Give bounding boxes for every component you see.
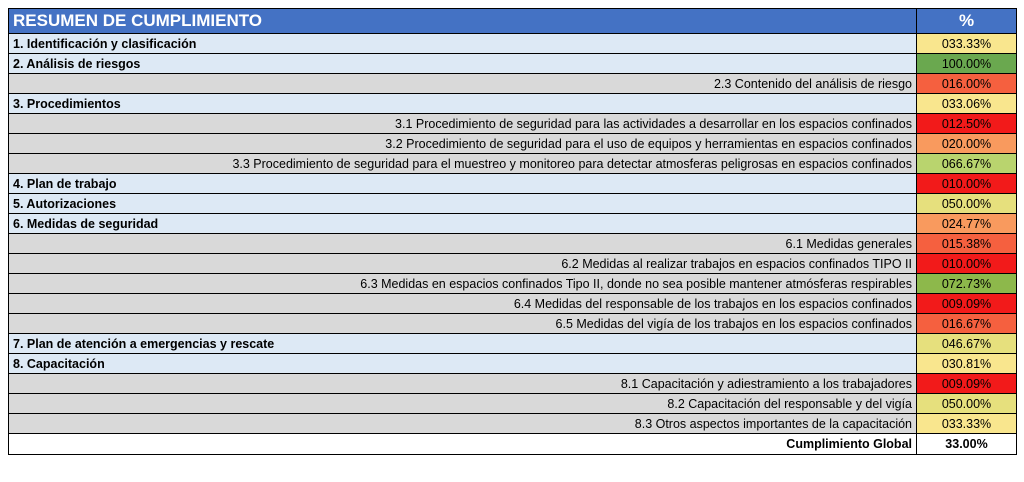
row-label: 5. Autorizaciones [9,194,917,214]
row-label: 6.4 Medidas del responsable de los trabajos en los espacios confinados [9,294,917,314]
subsection-row [9,414,1017,434]
row-percentage: 046.67% [917,334,1017,354]
row-percentage: 033.33% [917,414,1017,434]
subsection-row [9,134,1017,154]
row-label: 8. Capacitación [9,354,917,374]
row-label: 3.2 Procedimiento de seguridad para el uso de equipos y herramientas en espacios confinados [9,134,917,154]
row-percentage: 030.81% [917,354,1017,374]
row-percentage: 033.06% [917,94,1017,114]
subsection-row [9,114,1017,134]
row-label: 2. Análisis de riesgos [9,54,917,74]
subsection-row [9,254,1017,274]
global-compliance-value: 33.00% [917,434,1017,455]
row-percentage: 050.00% [917,194,1017,214]
row-percentage: 012.50% [917,114,1017,134]
row-label: 2.3 Contenido del análisis de riesgo [9,74,917,94]
section-row [9,334,1017,354]
subsection-row [9,314,1017,334]
row-percentage: 100.00% [917,54,1017,74]
row-label: 4. Plan de trabajo [9,174,917,194]
row-percentage: 009.09% [917,374,1017,394]
subsection-row [9,394,1017,414]
row-percentage: 010.00% [917,174,1017,194]
row-percentage: 016.00% [917,74,1017,94]
row-percentage: 033.33% [917,34,1017,54]
row-label: 1. Identificación y clasificación [9,34,917,54]
subsection-row [9,274,1017,294]
row-label: 3.3 Procedimiento de seguridad para el muestreo y monitoreo para detectar atmosferas peligrosas en espacios confinados [9,154,917,174]
row-percentage: 015.38% [917,234,1017,254]
row-label: 6.1 Medidas generales [9,234,917,254]
section-row [9,214,1017,234]
row-label: 8.3 Otros aspectos importantes de la capacitación [9,414,917,434]
row-label: 6.5 Medidas del vigía de los trabajos en los espacios confinados [9,314,917,334]
row-percentage: 072.73% [917,274,1017,294]
section-row [9,194,1017,214]
row-percentage: 050.00% [917,394,1017,414]
row-label: 3. Procedimientos [9,94,917,114]
row-percentage: 010.00% [917,254,1017,274]
row-label: 8.2 Capacitación del responsable y del vigía [9,394,917,414]
section-row [9,354,1017,374]
row-percentage: 066.67% [917,154,1017,174]
row-percentage: 024.77% [917,214,1017,234]
row-label: 7. Plan de atención a emergencias y rescate [9,334,917,354]
table-header-row [9,9,1017,34]
subsection-row [9,294,1017,314]
global-compliance-label: Cumplimiento Global [9,434,917,455]
section-row [9,94,1017,114]
row-label: 6.3 Medidas en espacios confinados Tipo II, donde no sea posible mantener atmósferas respirables [9,274,917,294]
subsection-row [9,374,1017,394]
subsection-row [9,74,1017,94]
compliance-summary-table [8,8,1017,455]
row-label: 6. Medidas de seguridad [9,214,917,234]
subsection-row [9,154,1017,174]
subsection-row [9,234,1017,254]
global-compliance-row [9,434,1017,455]
section-row [9,54,1017,74]
section-row [9,34,1017,54]
row-label: 6.2 Medidas al realizar trabajos en espacios confinados TIPO II [9,254,917,274]
row-percentage: 016.67% [917,314,1017,334]
table-title: RESUMEN DE CUMPLIMIENTO [9,9,917,34]
row-label: 3.1 Procedimiento de seguridad para las actividades a desarrollar en los espacios confinados [9,114,917,134]
row-percentage: 020.00% [917,134,1017,154]
row-label: 8.1 Capacitación y adiestramiento a los trabajadores [9,374,917,394]
section-row [9,174,1017,194]
row-percentage: 009.09% [917,294,1017,314]
percent-column-header: % [917,9,1017,34]
